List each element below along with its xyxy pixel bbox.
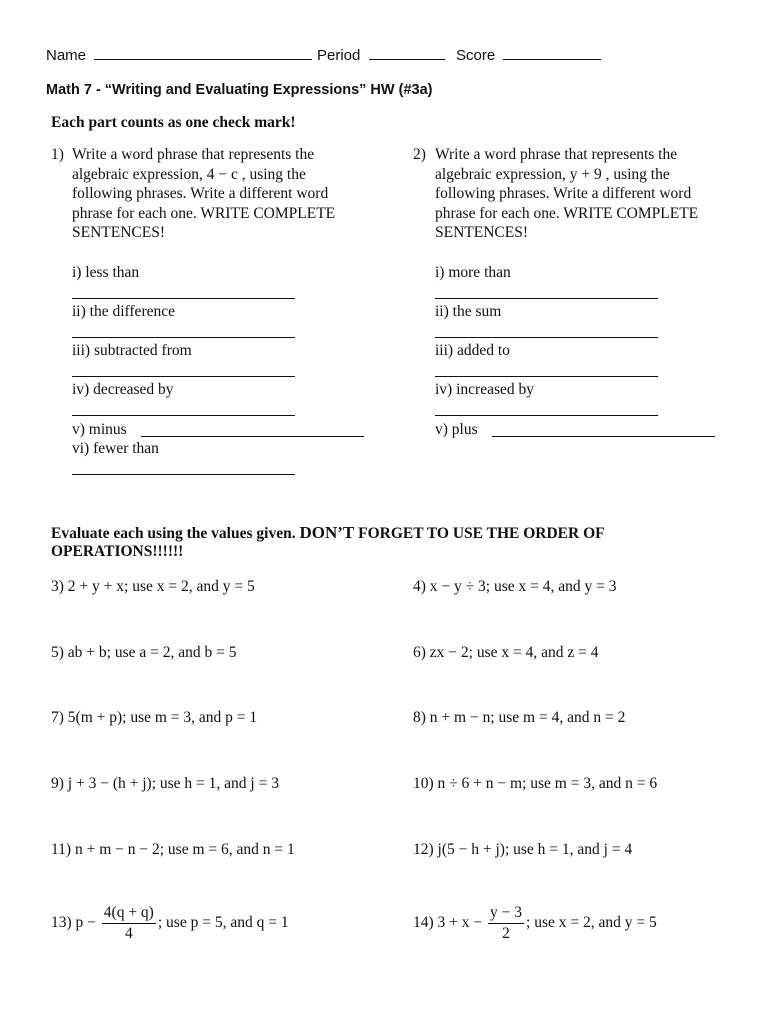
q1-line: following phrases. Write a different word bbox=[72, 185, 329, 203]
name-blank[interactable] bbox=[94, 47, 312, 60]
q1-part-iii: iii) subtracted from bbox=[72, 342, 192, 359]
problem-13-lead: 13) p − bbox=[51, 914, 96, 932]
q2-part-iv: iv) increased by bbox=[435, 381, 534, 398]
problem-14-tail: ; use x = 2, and y = 5 bbox=[526, 914, 657, 932]
q2-answer-line-iii[interactable] bbox=[435, 376, 658, 377]
evaluate-intro-c: OPERATIONS!!!!!! bbox=[51, 543, 184, 560]
q2-instructions bbox=[435, 145, 698, 243]
q2-part-ii: ii) the sum bbox=[435, 303, 502, 320]
evaluate-intro-dont: DON’T bbox=[299, 523, 355, 542]
q2-number: 2) bbox=[413, 146, 426, 163]
problem-11: 11) n + m − n − 2; use m = 6, and n = 1 bbox=[51, 841, 295, 858]
problem-7: 7) 5(m + p); use m = 3, and p = 1 bbox=[51, 709, 258, 726]
problem-14-lead: 14) 3 + x − bbox=[413, 914, 483, 932]
score-field[interactable] bbox=[456, 47, 601, 64]
evaluate-intro-a: Evaluate each using the values given. bbox=[51, 525, 296, 542]
problem-10: 10) n ÷ 6 + n − m; use m = 3, and n = 6 bbox=[413, 775, 658, 792]
q2-part-v: v) plus bbox=[435, 421, 478, 438]
q1-number: 1) bbox=[51, 146, 64, 163]
q2-line: following phrases. Write a different word bbox=[435, 185, 692, 203]
period-blank[interactable] bbox=[369, 47, 445, 60]
problem-5: 5) ab + b; use a = 2, and b = 5 bbox=[51, 644, 237, 661]
q1-answer-line-vi[interactable] bbox=[72, 474, 295, 475]
q1-answer-line-iv[interactable] bbox=[72, 415, 295, 416]
q2-line: Write a word phrase that represents the bbox=[435, 146, 678, 163]
name-label: Name bbox=[46, 47, 87, 64]
q2-line: phrase for each one. WRITE COMPLETE bbox=[435, 204, 699, 222]
problem-13 bbox=[51, 904, 289, 943]
problem-13-numerator: 4(q + q) bbox=[102, 904, 156, 924]
evaluate-intro-b: FORGET TO USE THE ORDER OF bbox=[358, 525, 605, 542]
problem-14-denominator: 2 bbox=[502, 925, 510, 942]
period-field[interactable] bbox=[317, 47, 445, 64]
q1-instructions bbox=[72, 145, 335, 243]
q2-answer-line-v[interactable] bbox=[492, 436, 715, 437]
problem-12: 12) j(5 − h + j); use h = 1, and j = 4 bbox=[413, 841, 633, 858]
q2-part-iii: iii) added to bbox=[435, 342, 510, 359]
problem-13-denominator: 4 bbox=[124, 925, 133, 942]
problem-13-tail: ; use p = 5, and q = 1 bbox=[157, 914, 289, 932]
name-field[interactable] bbox=[46, 47, 312, 64]
problem-14 bbox=[413, 904, 657, 943]
q1-line: Write a word phrase that represents the bbox=[72, 146, 315, 163]
q2-answer-line-i[interactable] bbox=[435, 298, 658, 299]
q1-line: phrase for each one. WRITE COMPLETE bbox=[72, 204, 336, 222]
check-note: Each part counts as one check mark! bbox=[51, 114, 296, 131]
q2-answer-line-iv[interactable] bbox=[435, 415, 658, 416]
q1-part-ii: ii) the difference bbox=[72, 303, 175, 320]
problem-8: 8) n + m − n; use m = 4, and n = 2 bbox=[413, 709, 626, 726]
q2-line: algebraic expression, y + 9 , using the bbox=[435, 165, 670, 183]
problem-3: 3) 2 + y + x; use x = 2, and y = 5 bbox=[51, 578, 255, 595]
q1-part-v: v) minus bbox=[72, 421, 127, 438]
page-title: Math 7 - “Writing and Evaluating Expressions” HW (#3a) bbox=[46, 82, 433, 98]
problem-13-fraction bbox=[102, 904, 156, 943]
q1-part-iv: iv) decreased by bbox=[72, 381, 174, 398]
problem-4: 4) x − y ÷ 3; use x = 4, and y = 3 bbox=[413, 578, 617, 595]
evaluate-intro bbox=[51, 523, 605, 543]
q1-answer-line-i[interactable] bbox=[72, 298, 295, 299]
q1-answer-line-v[interactable] bbox=[141, 436, 364, 437]
problem-6: 6) zx − 2; use x = 4, and z = 4 bbox=[413, 644, 599, 661]
q1-answer-line-iii[interactable] bbox=[72, 376, 295, 377]
q1-line: algebraic expression, 4 − c , using the bbox=[72, 165, 306, 183]
problem-14-fraction bbox=[488, 904, 524, 943]
score-blank[interactable] bbox=[503, 47, 601, 60]
q2-answer-line-ii[interactable] bbox=[435, 337, 658, 338]
q1-answer-line-ii[interactable] bbox=[72, 337, 295, 338]
q2-line: SENTENCES! bbox=[435, 224, 528, 242]
q1-part-vi: vi) fewer than bbox=[72, 440, 159, 457]
period-label: Period bbox=[317, 47, 361, 64]
score-label: Score bbox=[456, 47, 496, 64]
q1-part-i: i) less than bbox=[72, 264, 140, 281]
problem-14-numerator: y − 3 bbox=[488, 904, 524, 924]
q1-line: SENTENCES! bbox=[72, 224, 165, 242]
problem-9: 9) j + 3 − (h + j); use h = 1, and j = 3 bbox=[51, 775, 279, 792]
q2-part-i: i) more than bbox=[435, 264, 511, 281]
